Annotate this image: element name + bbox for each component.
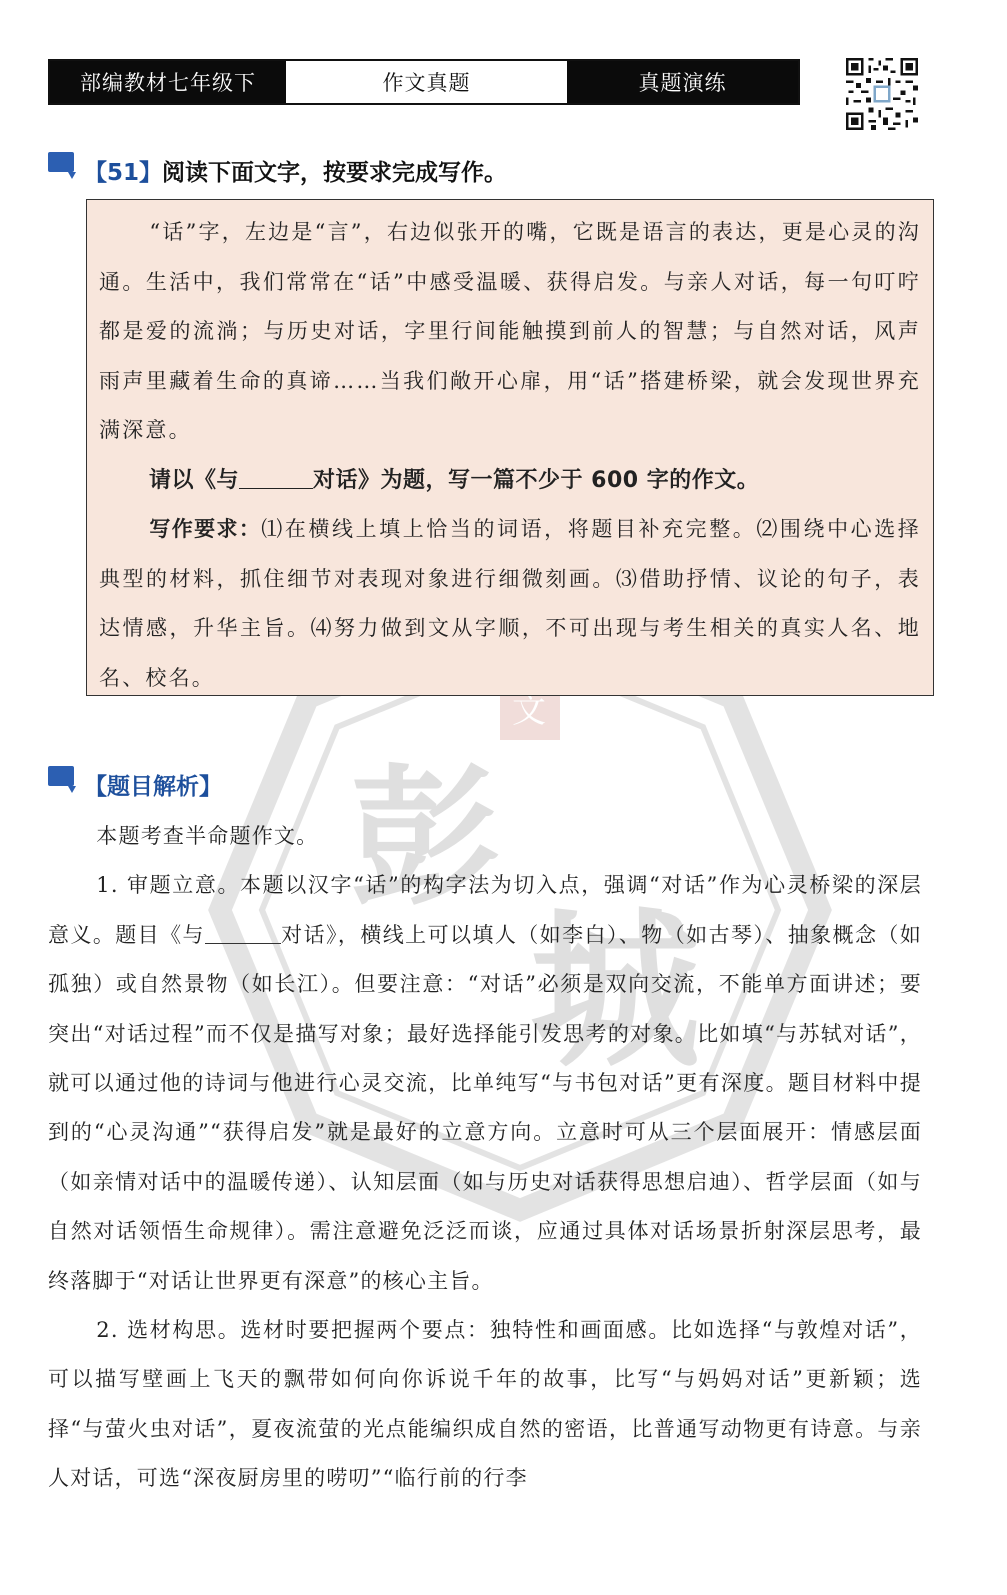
header-grade-label: 部编教材七年级下 — [50, 61, 286, 103]
svg-text:彭: 彭 — [350, 750, 501, 926]
task-suffix: 对话》为题，写一篇不少于 600 字的作文。 — [313, 467, 760, 493]
title-blank — [205, 923, 281, 944]
bookmark-icon — [48, 150, 78, 180]
analysis-intro: 本题考查半命题作文。 — [96, 824, 319, 848]
analysis-heading — [48, 768, 222, 801]
qr-code-icon[interactable] — [846, 58, 918, 130]
question-number: 【51】 — [84, 160, 163, 186]
analysis-body — [48, 812, 922, 1504]
material-box — [86, 199, 934, 696]
header-practice-label: 真题演练 — [567, 61, 798, 103]
p1-part-a: 1. 审题立意。本题以汉字“话”的构字法为切入点，强调“对话”作为心灵桥梁的深层意义。题目《与 — [48, 873, 922, 947]
p1-part-b: 对话》，横线上可以填人（如李白）、物（如古琴）、抽象概念（如孤独）或自然景物（如长江）。但要注意：“对话”必须是双向交流，不能单方面讲述；要突出“对话过程”而不仅是描写对象；最好选择能引发思考的对象。比如填“与苏轼对话”，就可以通过他的诗词与他进行心灵交流，比单纯写“与书包对话”更有深度。题目材料中提到的“心灵沟通”“获得启发”就是最好的立意方向。立意时可从三个层面展开：情感层面（如亲情对话中的温暖传递）、认知层面（如与历史对话获得思想启迪）、哲学层面（如与自然对话领悟生命规律）。需注意避免泛泛而谈，应通过具体对话场景折射深层思考，最终落脚于“对话让世界更有深意”的核心主旨。 — [48, 922, 922, 1293]
analysis-paragraph-2: 2. 选材构思。选材时要把握两个要点：独特性和画面感。比如选择“与敦煌对话”，可以描写壁画上飞天的飘带如何向你诉说千年的故事，比写“与妈妈对话”更新颖；选择“与萤火虫对话”，夏夜流萤的光点能编织成自然的密语，比普通写动物更有诗意。与亲人对话，可选“深夜厨房里的唠叨”“临行前的行李 — [48, 1318, 922, 1491]
question-heading — [48, 154, 507, 187]
writing-requirements — [99, 505, 921, 703]
material-text: “话”字，左边是“言”，右边似张开的嘴，它既是语言的表达，更是心灵的沟通。生活中，我们常常在“话”中感受温暖、获得启发。与亲人对话，每一句叮咛都是爱的流淌；与历史对话，字里行间能触摸到前人的智慧；与自然对话，风声雨声里藏着生命的真谛……当我们敞开心扉，用“话”搭建桥梁，就会发现世界充满深意。 — [99, 220, 921, 442]
analysis-paragraph-1 — [48, 861, 922, 1306]
header-title: 作文真题 — [286, 61, 567, 103]
analysis-title: 【题目解析】 — [84, 774, 222, 800]
svg-text:文: 文 — [512, 691, 546, 731]
svg-text:城: 城 — [530, 891, 701, 1091]
header-bar — [48, 59, 800, 105]
requirements-label: 写作要求： — [149, 517, 262, 541]
bookmark-icon — [48, 764, 78, 794]
writing-task — [99, 456, 921, 506]
requirements-text: ⑴在横线上填上恰当的词语，将题目补充完整。⑵围绕中心选择典型的材料，抓住细节对表现对象进行细微刻画。⑶借助抒情、议论的句子，表达情感，升华主旨。⑷努力做到文从字顺，不可出现与考生相关的真实人名、地名、校名。 — [99, 517, 921, 690]
task-prefix: 请以《与 — [149, 467, 240, 493]
question-title: 阅读下面文字，按要求完成写作。 — [162, 160, 508, 186]
title-blank — [239, 468, 313, 489]
